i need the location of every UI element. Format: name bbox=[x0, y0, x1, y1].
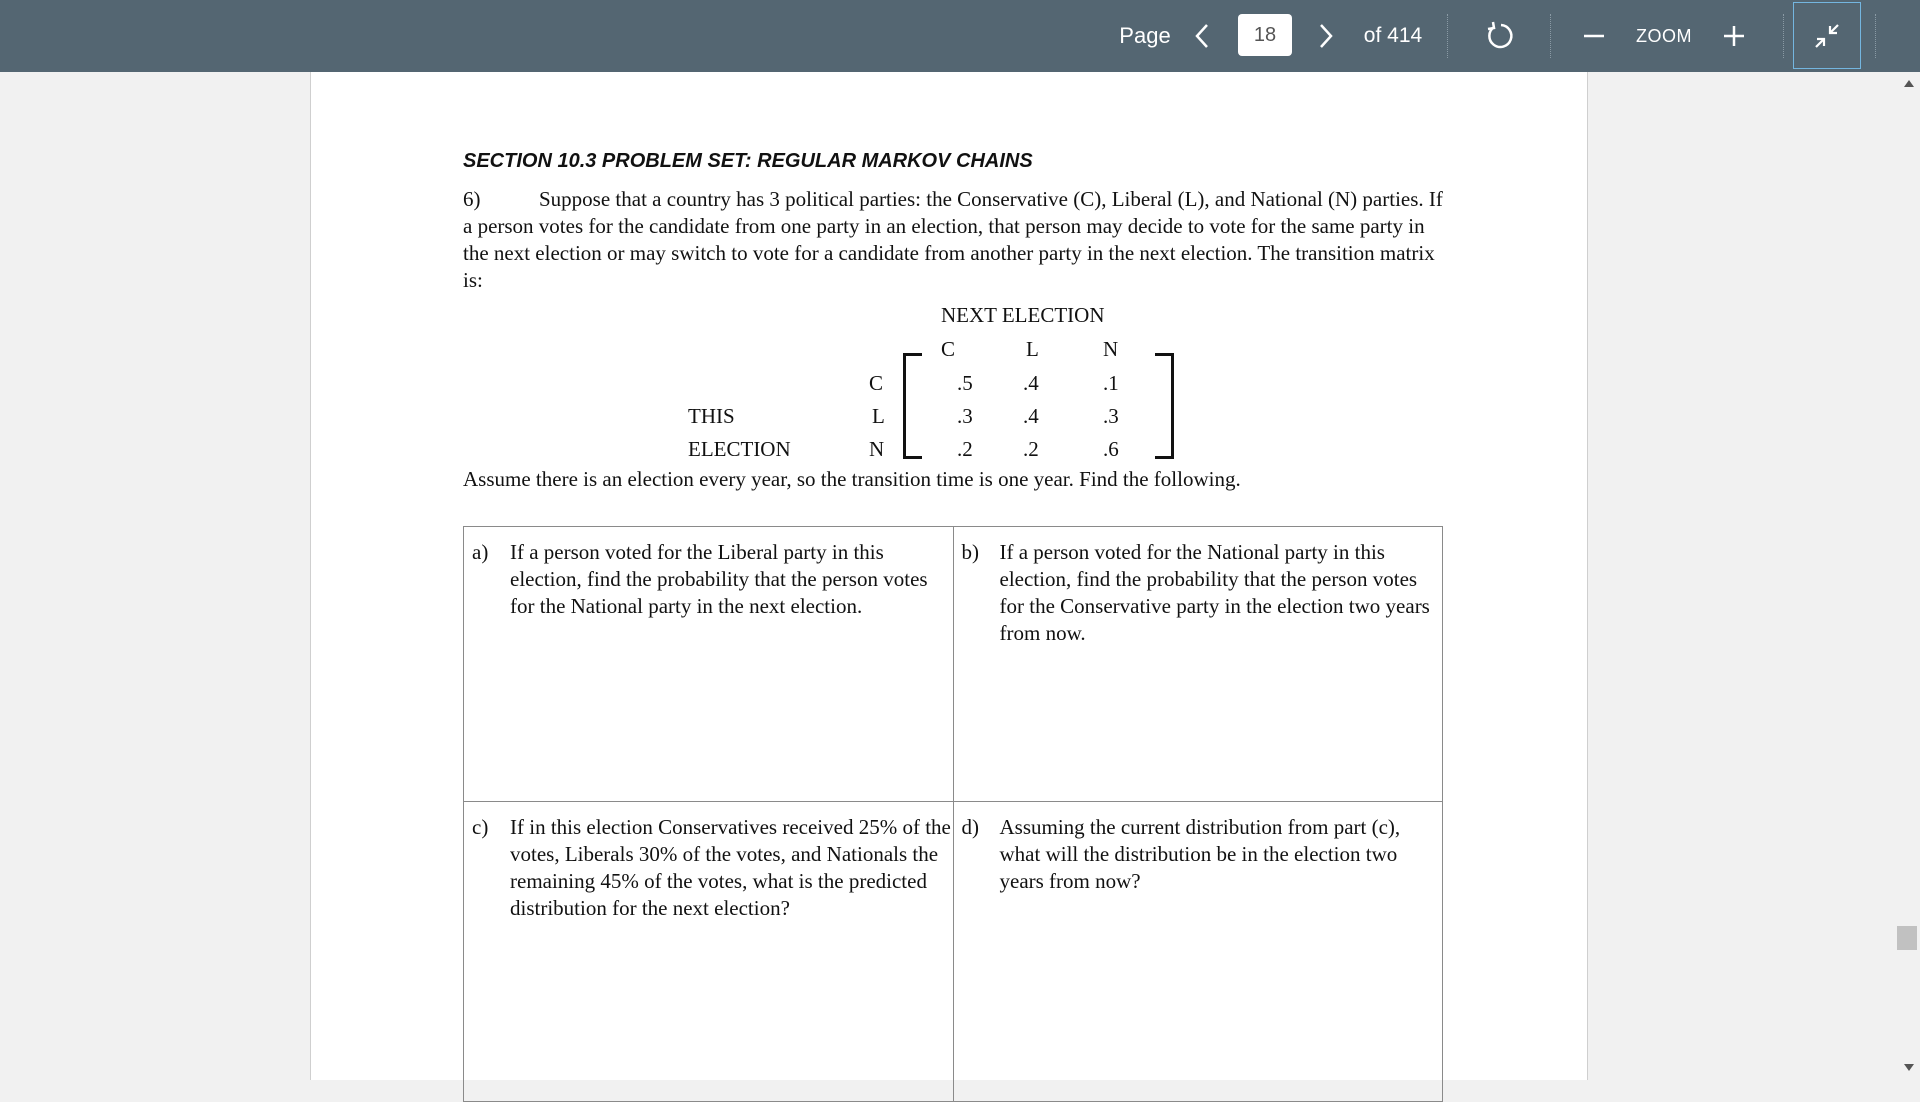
question-cell bbox=[464, 527, 954, 802]
page-number-input[interactable] bbox=[1238, 14, 1292, 56]
matrix-row-label: C bbox=[869, 371, 884, 395]
problem-text: Suppose that a country has 3 political parties: the Conservative (C), Liberal (L), and National (N) parties. If a person votes for the candidate from one party in an election, that person may decide to vote for the same party in the next election or may switch to vote for a candidate from another party in the next election. The transition matrix is: bbox=[463, 187, 1443, 292]
question-text: If in this election Conservatives received 25% of the votes, Liberals 30% of the votes, and Nationals the remaining 45% of the votes, what is the predicted distribution for the next election? bbox=[510, 815, 951, 920]
next-page-button[interactable] bbox=[1312, 0, 1340, 72]
page-label: Page bbox=[1119, 23, 1171, 48]
question-label: c) bbox=[472, 815, 489, 839]
matrix-cell: .1 bbox=[1103, 371, 1119, 395]
problem-number: 6) bbox=[463, 187, 481, 211]
question-label: b) bbox=[961, 540, 979, 564]
matrix-cell: .2 bbox=[1023, 437, 1039, 461]
question-text: Assuming the current distribution from part (c), what will the distribution be in the election two years from now? bbox=[999, 815, 1401, 893]
matrix-cell: .5 bbox=[957, 371, 973, 395]
scroll-down-arrow-icon[interactable] bbox=[1904, 1064, 1914, 1071]
question-text: If a person voted for the National party in this election, find the probability that the person votes for the Conservative party in the election two years from now. bbox=[999, 540, 1430, 645]
toolbar-divider bbox=[1783, 14, 1784, 58]
transition-matrix bbox=[463, 297, 1443, 467]
exit-fullscreen-button[interactable] bbox=[1793, 2, 1861, 69]
matrix-row-header: ELECTION bbox=[688, 437, 791, 461]
matrix-col-label: L bbox=[1026, 337, 1039, 361]
question-cell bbox=[464, 802, 954, 1102]
zoom-in-button[interactable] bbox=[1718, 0, 1750, 72]
matrix-column-header: NEXT ELECTION bbox=[941, 303, 1105, 327]
toolbar-divider bbox=[1550, 14, 1551, 58]
chevron-left-icon bbox=[1194, 23, 1210, 49]
minus-icon bbox=[1583, 25, 1605, 47]
assumption-text: Assume there is an election every year, so the transition time is one year. Find the following. bbox=[463, 467, 1241, 491]
matrix-right-bracket bbox=[1155, 353, 1174, 459]
matrix-col-label: C bbox=[941, 337, 956, 361]
questions-table bbox=[463, 526, 1443, 1102]
question-label: a) bbox=[472, 540, 489, 564]
chevron-right-icon bbox=[1318, 23, 1334, 49]
question-cell bbox=[953, 802, 1443, 1102]
rotate-button[interactable] bbox=[1480, 0, 1522, 72]
question-text: If a person voted for the Liberal party in this election, find the probability that the person votes for the National party in the next election. bbox=[510, 540, 928, 618]
problem-statement bbox=[463, 186, 1443, 294]
toolbar-divider bbox=[1447, 14, 1448, 58]
matrix-row-header: THIS bbox=[688, 404, 735, 428]
question-label: d) bbox=[961, 815, 979, 839]
matrix-cell: .3 bbox=[1103, 404, 1119, 428]
exit-fullscreen-icon bbox=[1813, 22, 1841, 50]
total-pages-label: of 414 bbox=[1363, 24, 1423, 47]
matrix-row-label: N bbox=[869, 437, 885, 461]
matrix-col-label: N bbox=[1103, 337, 1119, 361]
document-page bbox=[310, 72, 1588, 1080]
matrix-cell: .4 bbox=[1023, 404, 1039, 428]
plus-icon bbox=[1723, 25, 1745, 47]
rotate-icon bbox=[1485, 20, 1517, 52]
matrix-cell: .6 bbox=[1103, 437, 1119, 461]
matrix-cell: .3 bbox=[957, 404, 973, 428]
toolbar-divider bbox=[1875, 14, 1876, 58]
scroll-up-arrow-icon[interactable] bbox=[1904, 80, 1914, 87]
section-title: SECTION 10.3 PROBLEM SET: REGULAR MARKOV CHAINS bbox=[463, 150, 1033, 172]
zoom-out-button[interactable] bbox=[1578, 0, 1610, 72]
previous-page-button[interactable] bbox=[1188, 0, 1216, 72]
page-content bbox=[463, 150, 1443, 492]
pdf-toolbar bbox=[0, 0, 1920, 72]
matrix-row-label: L bbox=[872, 404, 885, 428]
matrix-cell: .2 bbox=[957, 437, 973, 461]
matrix-left-bracket bbox=[903, 353, 922, 459]
zoom-label: ZOOM bbox=[1636, 25, 1692, 46]
matrix-cell: .4 bbox=[1023, 371, 1039, 395]
scrollbar-thumb[interactable] bbox=[1897, 926, 1917, 950]
question-cell bbox=[953, 527, 1443, 802]
